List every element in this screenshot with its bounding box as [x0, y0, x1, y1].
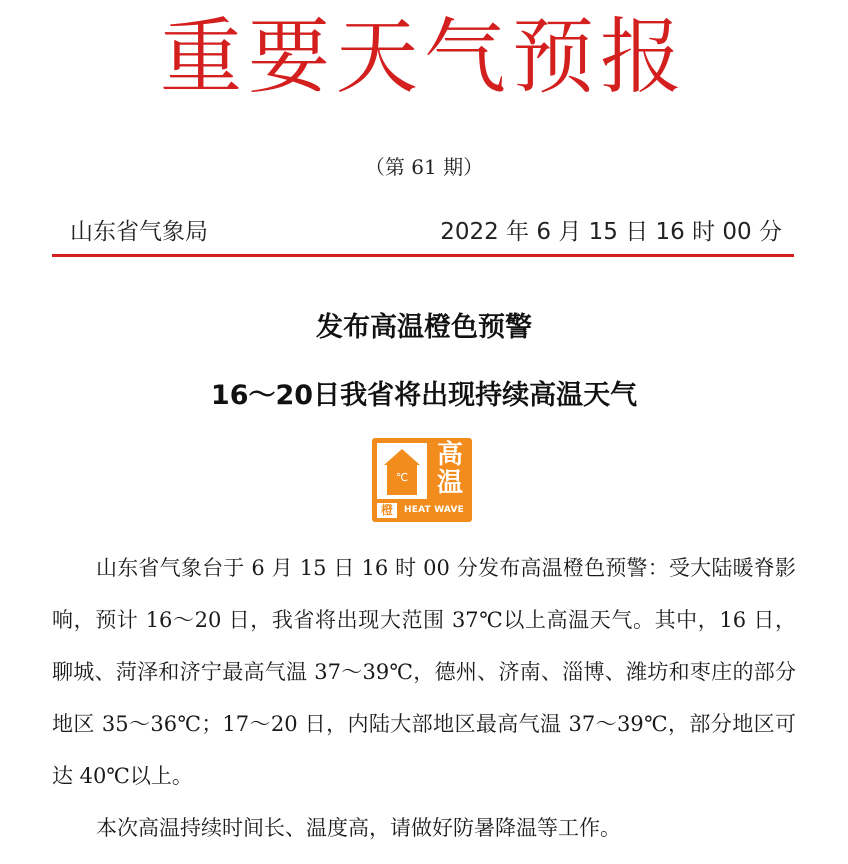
masthead-title: 重要天气预报: [159, 10, 688, 105]
headline-primary: 发布高温橙色预警: [316, 312, 532, 343]
issuing-organization: 山东省气象局: [70, 219, 208, 245]
house-thermometer-icon: [377, 443, 427, 499]
issue-datetime: 2022 年 6 月 15 日 16 时 00 分: [440, 219, 782, 245]
heat-wave-orange-warning-icon: [372, 438, 472, 522]
warning-level-char: 橙: [377, 503, 397, 518]
headline-secondary: 16～20日我省将出现持续高温天气: [210, 380, 638, 411]
warning-cn-label: 高温: [436, 440, 463, 498]
house-roof-shape: [384, 449, 420, 465]
meta-row: [70, 214, 782, 250]
house-body-shape: [387, 465, 417, 495]
issue-number: （第 61 期）: [364, 155, 484, 179]
warning-en-label: HEAT WAVE: [403, 505, 464, 515]
degree-celsius-symbol: ℃: [395, 471, 409, 484]
body-paragraph-2: 本次高温持续时间长、温度高，请做好防暑降温等工作。: [96, 816, 621, 840]
header-divider: [52, 254, 794, 257]
body-paragraph-1: 山东省气象台于 6 月 15 日 16 时 00 分发布高温橙色预警：受大陆暖脊影响，预计 16～20 日，我省将出现大范围 37℃以上高温天气。其中，16 日，聊城、菏泽和济宁最高气温 37～39℃，德州、济南、淄博、潍坊和枣庄的部分地区 35～36℃；17～20 日，内陆大部地区最高气温 37～39℃，部分地区可达 40℃以上。: [52, 556, 796, 788]
